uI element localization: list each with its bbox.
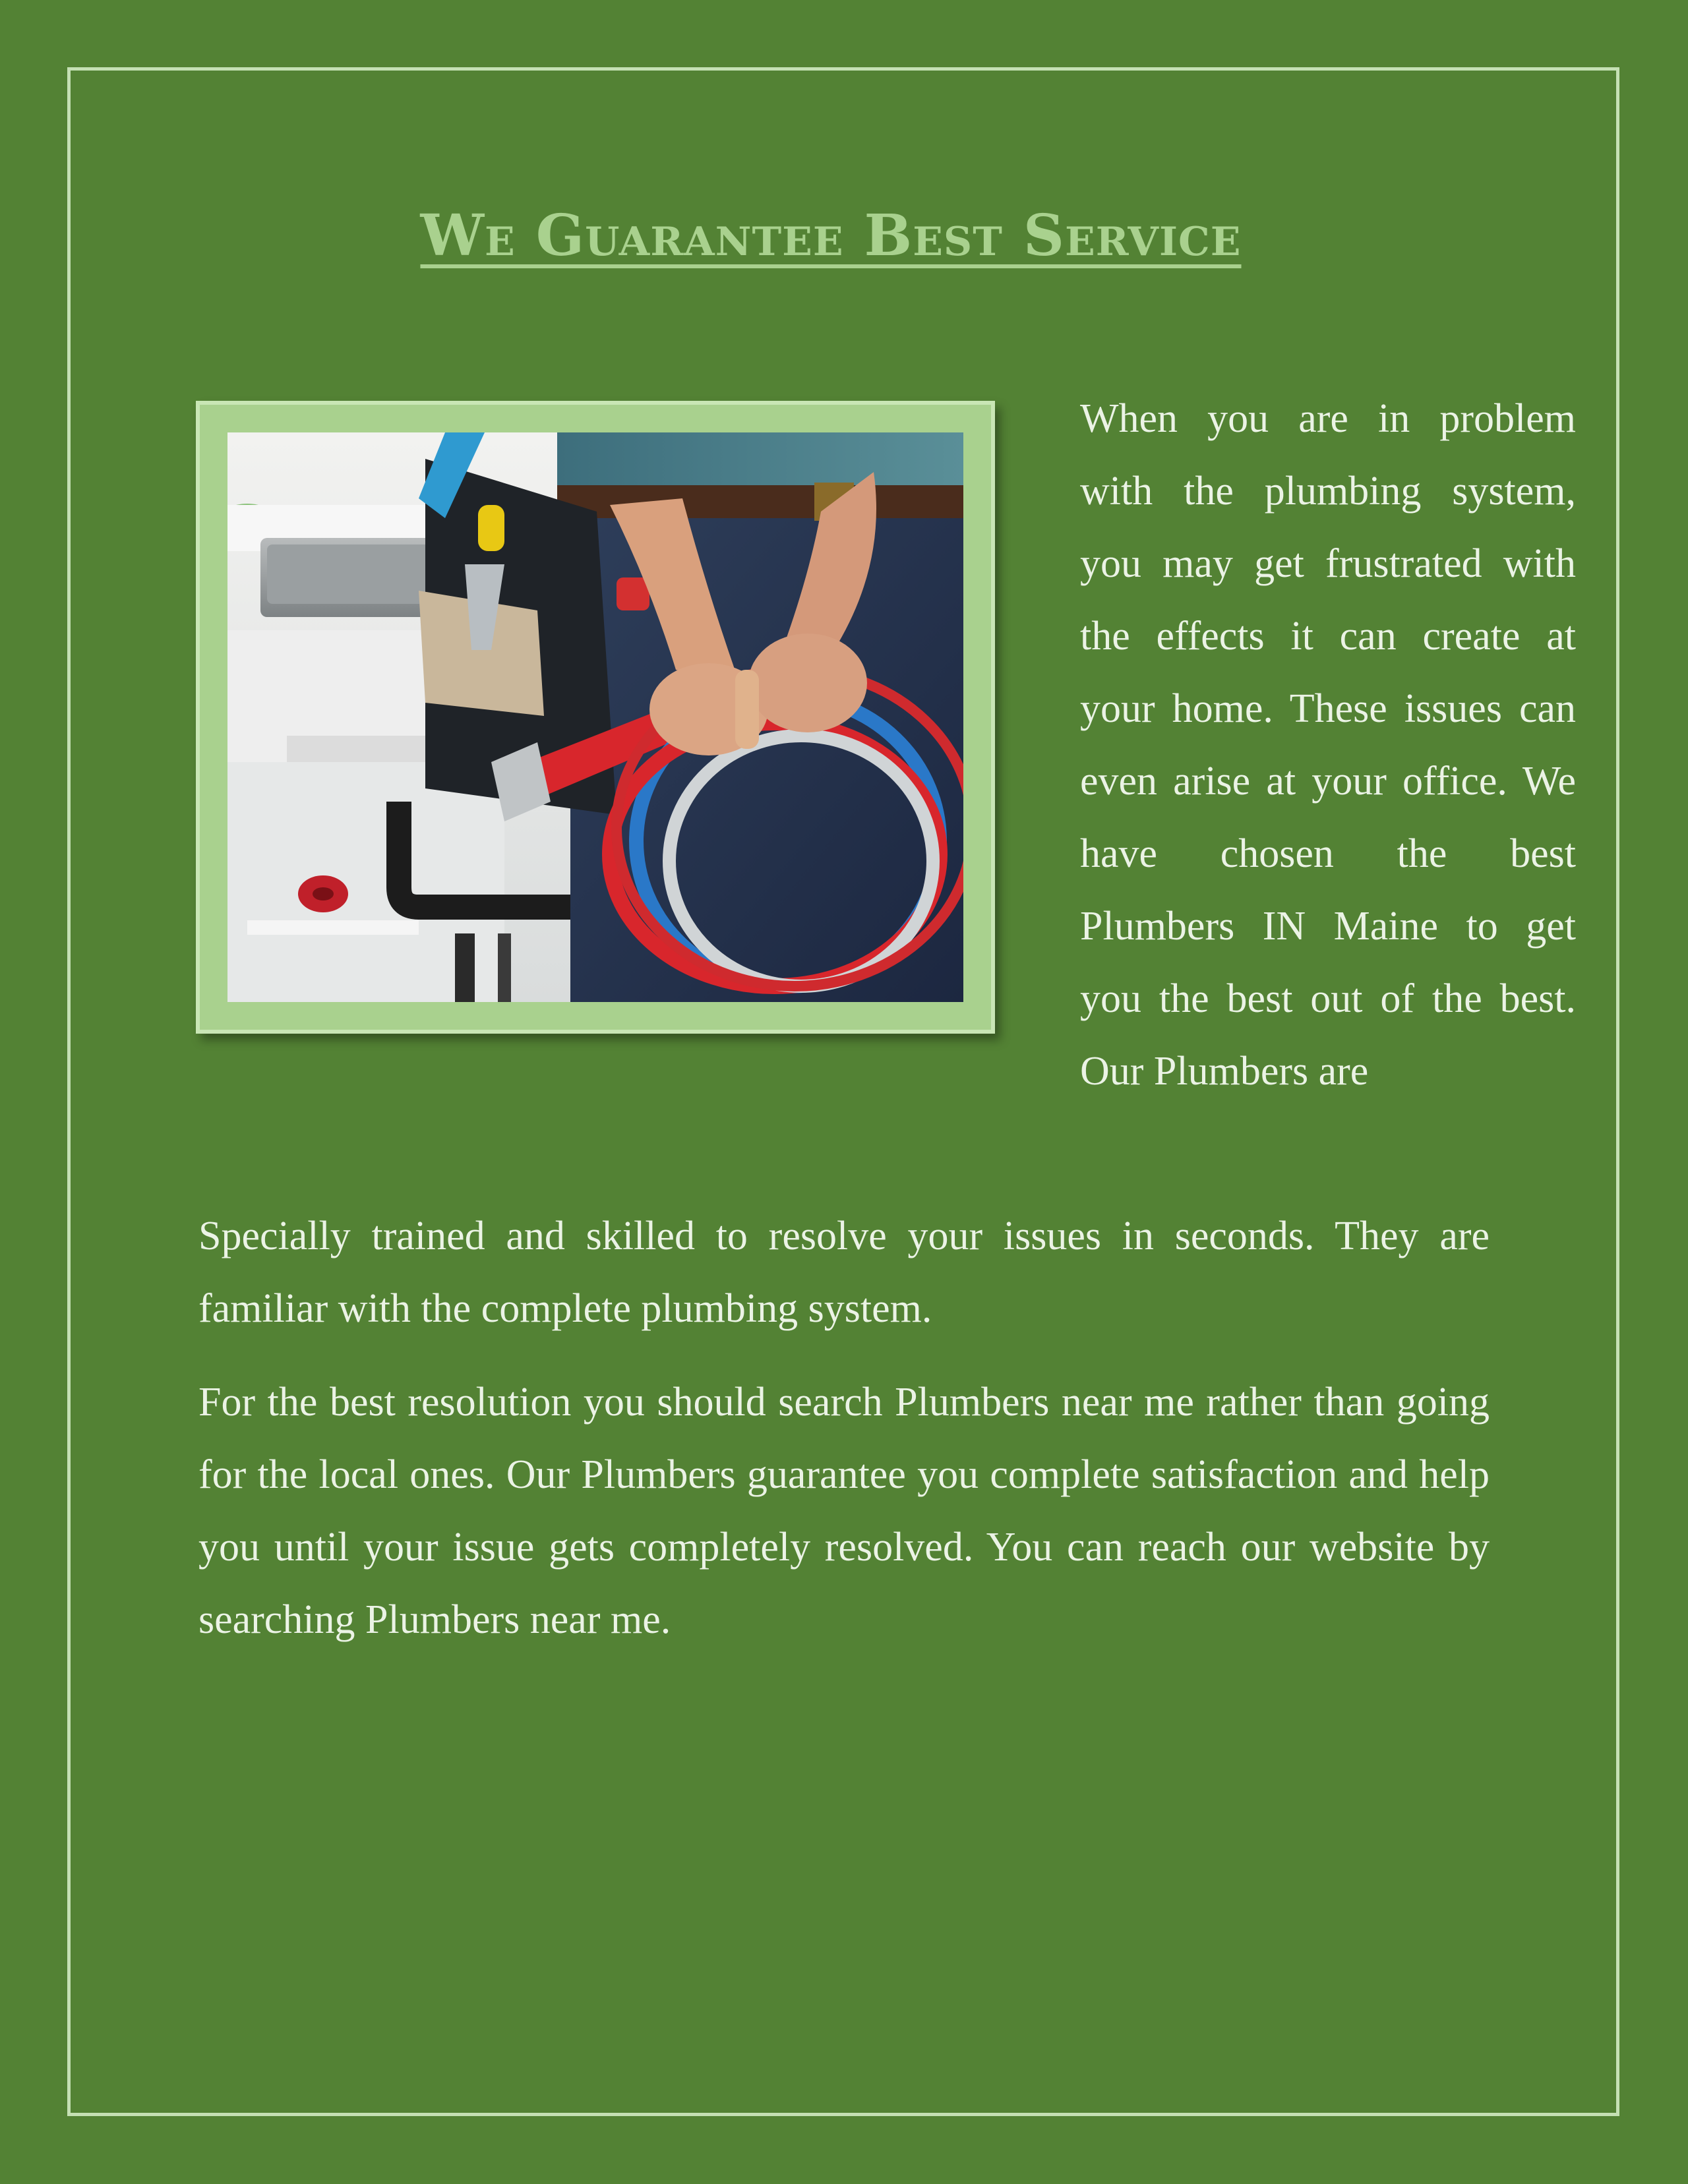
page-title: We Guarantee Best Service bbox=[420, 202, 1242, 269]
body-paragraph-1: Specially trained and skilled to resolve your issues in seconds. They are familiar with the complete plumbing system. bbox=[198, 1214, 1490, 1331]
plumber-illustration-icon bbox=[227, 432, 963, 1002]
body-paragraph-2: For the best resolution you should search Plumbers near me rather than going for the local ones. Our Plumbers guarantee you complete satisfaction and help you until your issue gets completely resolved. You can reach our website by searching Plumbers near me. bbox=[198, 1380, 1490, 1642]
intro-paragraph: When you are in problem with the plumbing system, you may get frustrated with the effects it can create at your home. These issues can even arise at your office. We have chosen the best Plumbers IN Maine to get you the best out of the best. Our Plumbers are bbox=[1080, 396, 1576, 1094]
plumber-photo bbox=[227, 432, 963, 1002]
photo-frame bbox=[196, 401, 995, 1034]
